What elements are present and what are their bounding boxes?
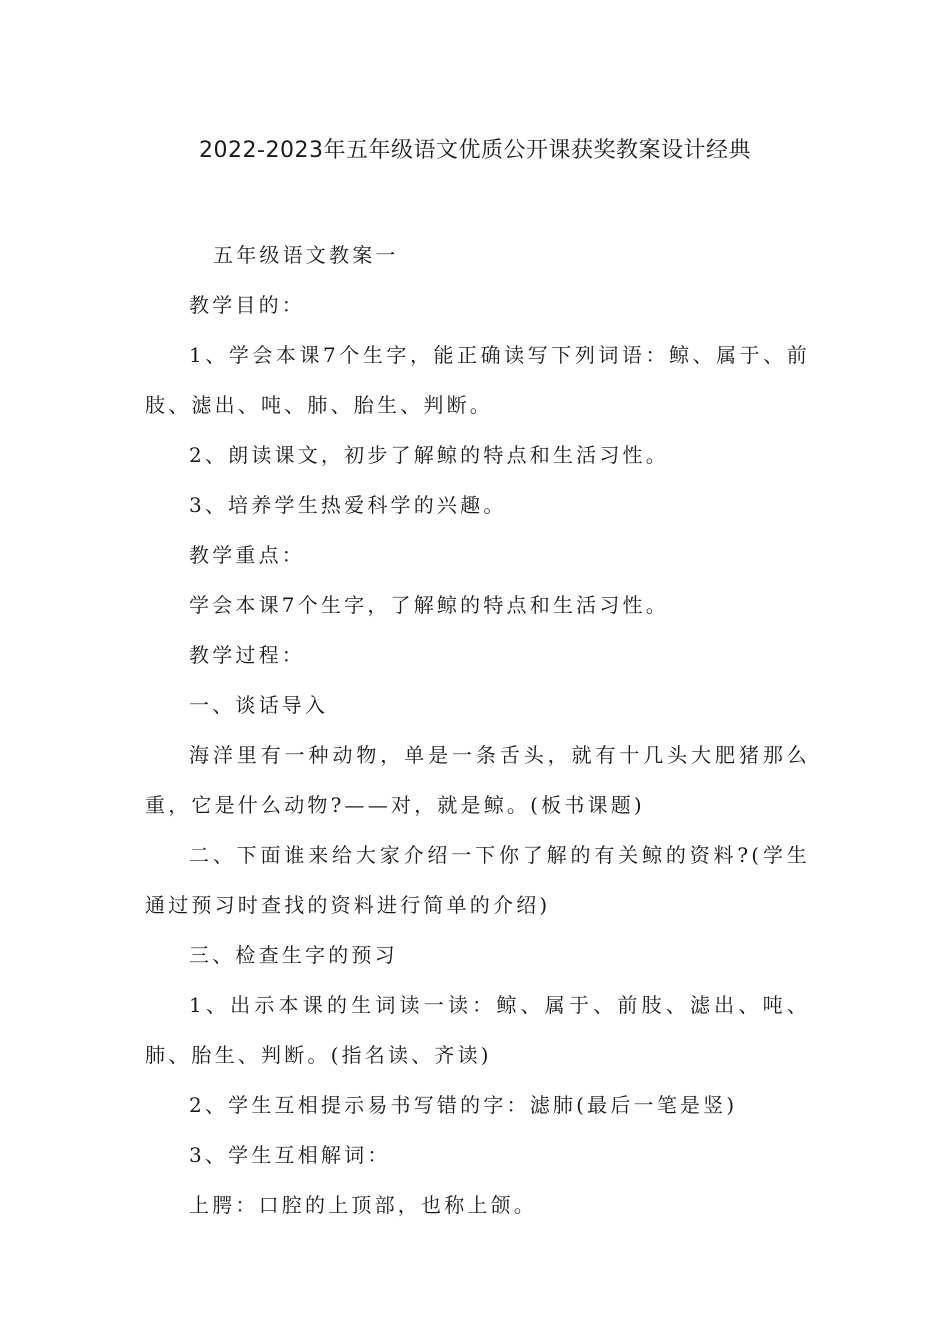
paragraph: 2、学生互相提示易书写错的字：滤肺(最后一笔是竖)	[189, 1093, 738, 1117]
paragraph: 二、下面谁来给大家介绍一下你了解的有关鲸的资料?(学生通过预习时查找的资料进行简单的介绍)	[145, 843, 810, 917]
paragraph: 教学重点：	[189, 543, 305, 567]
paragraph: 上腭：口腔的上顶部，也称上颌。	[189, 1193, 537, 1217]
paragraph: 三、检查生字的预习	[189, 943, 398, 967]
document-title: 2022-2023年五年级语文优质公开课获奖教案设计经典	[199, 138, 751, 163]
paragraph: 2、朗读课文，初步了解鲸的特点和生活习性。	[189, 443, 669, 467]
paragraph: 海洋里有一种动物，单是一条舌头，就有十几头大肥猪那么重，它是什么动物?——对，就是鲸。(板书课题)	[145, 743, 810, 817]
paragraph: 教学目的：	[189, 293, 305, 317]
section-heading: 五年级语文教案一	[213, 243, 399, 267]
document-body	[145, 230, 810, 1230]
paragraph: 3、培养学生热爱科学的兴趣。	[189, 493, 507, 517]
paragraph: 一、谈话导入	[189, 693, 329, 717]
paragraph: 3、学生互相解词：	[189, 1143, 391, 1167]
paragraph: 学会本课7个生字，了解鲸的特点和生活习性。	[189, 593, 669, 617]
paragraph: 1、学会本课7个生字，能正确读写下列词语：鲸、属于、前肢、滤出、吨、肺、胎生、判断。	[145, 343, 810, 417]
paragraph: 教学过程：	[189, 643, 305, 667]
paragraph: 1、出示本课的生词读一读：鲸、属于、前肢、滤出、吨、肺、胎生、判断。(指名读、齐读)	[145, 993, 810, 1067]
